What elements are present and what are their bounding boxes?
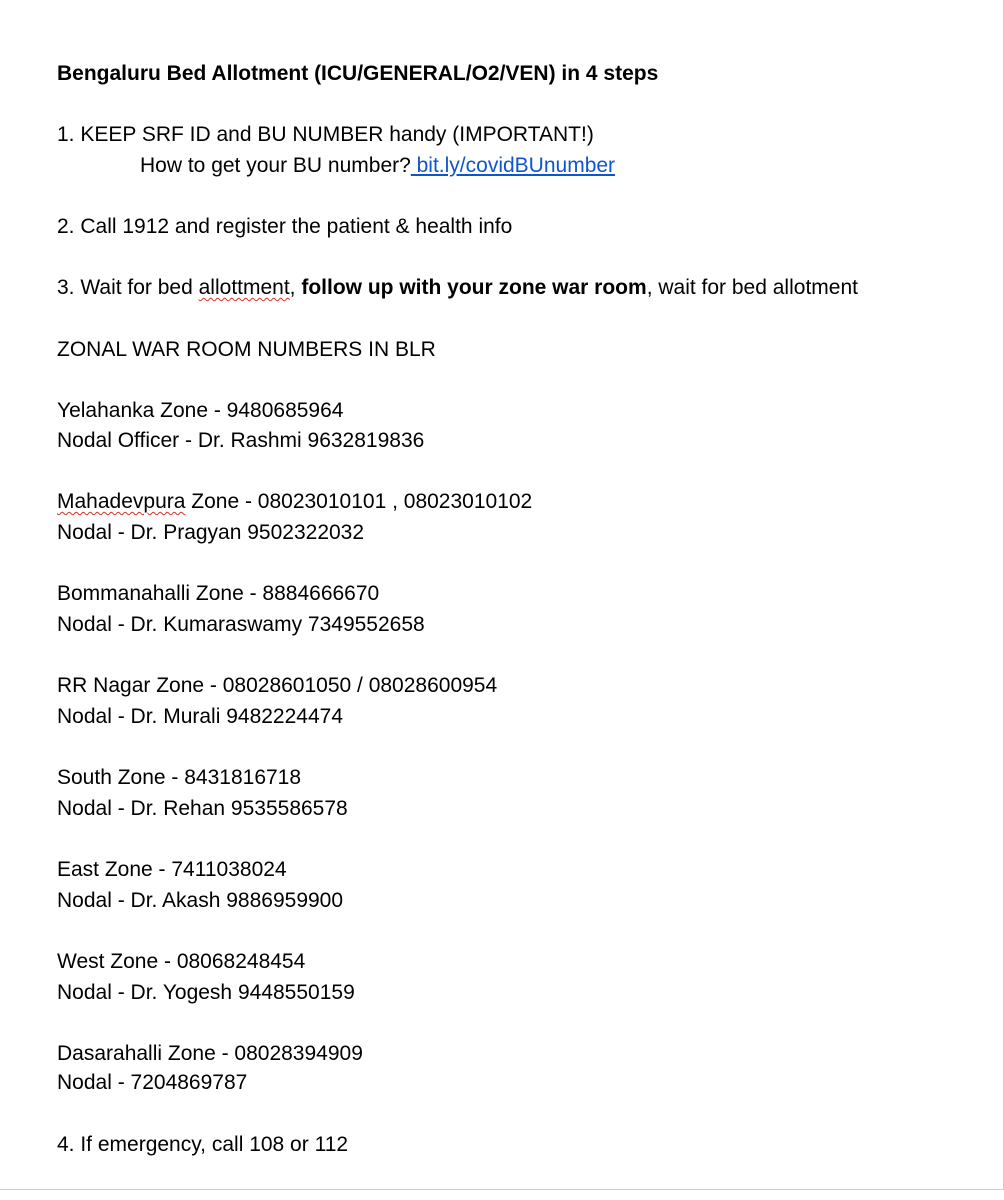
step-2: 2. Call 1912 and register the patient & health info [57, 215, 513, 238]
zone-line: RR Nagar Zone - 08028601050 / 08028600954 [57, 674, 498, 697]
step-3-part3: , [289, 276, 302, 299]
zone-line: South Zone - 8431816718 [57, 766, 302, 789]
zone-line: Bommanahalli Zone - 8884666670 [57, 582, 380, 605]
step-1-subline [140, 154, 615, 178]
nodal-line: Nodal - Dr. Akash 9886959900 [57, 889, 344, 912]
step-3-part4: , wait for bed allotment [646, 276, 858, 299]
step-3-part1: 3. Wait for bed [57, 276, 199, 299]
zone-numbers: Zone - 08023010101 , 08023010102 [185, 490, 533, 513]
zones-heading: ZONAL WAR ROOM NUMBERS IN BLR [57, 338, 436, 361]
step-4: 4. If emergency, call 108 or 112 [57, 1133, 349, 1156]
nodal-line: Nodal - Dr. Yogesh 9448550159 [57, 981, 355, 1004]
nodal-line: Nodal Officer - Dr. Rashmi 9632819836 [57, 429, 425, 452]
step-3-emphasis: follow up with your zone war room [301, 276, 647, 299]
nodal-line: Nodal - Dr. Rehan 9535586578 [57, 797, 348, 820]
nodal-line: Nodal - Dr. Pragyan 9502322032 [57, 521, 365, 544]
zone-line: Yelahanka Zone - 9480685964 [57, 399, 344, 422]
step-1: 1. KEEP SRF ID and BU NUMBER handy (IMPORTANT!) [57, 123, 594, 146]
zone-line [57, 490, 532, 514]
bu-number-link[interactable]: bit.ly/covidBUnumber [410, 154, 616, 177]
step-3 [57, 276, 858, 300]
nodal-line: Nodal - Dr. Kumaraswamy 7349552658 [57, 613, 425, 636]
zone-line: Dasarahalli Zone - 08028394909 [57, 1042, 363, 1065]
zone-name: Mahadevpura [57, 490, 186, 513]
document-title: Bengaluru Bed Allotment (ICU/GENERAL/O2/VEN) in 4 steps [57, 62, 659, 85]
zone-line: East Zone - 7411038024 [57, 858, 287, 881]
bu-number-question: How to get your BU number? [140, 154, 411, 177]
zone-line: West Zone - 08068248454 [57, 950, 306, 973]
nodal-line: Nodal - Dr. Murali 9482224474 [57, 705, 344, 728]
misspelled-word: allottment [198, 276, 290, 299]
nodal-line: Nodal - 7204869787 [57, 1071, 248, 1094]
